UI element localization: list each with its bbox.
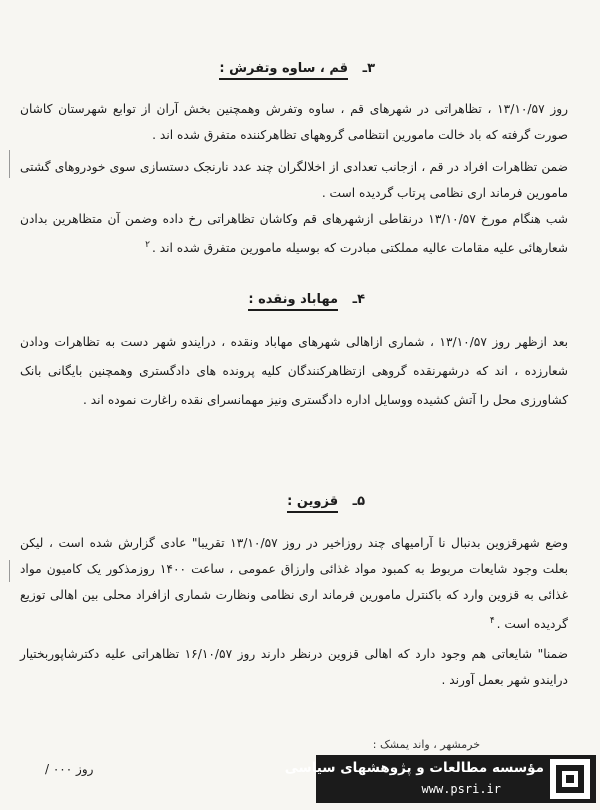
section-5-body — [20, 530, 568, 693]
page-footer-text: روز ۰۰۰ / — [45, 762, 94, 776]
section-5-heading — [287, 494, 365, 509]
publisher-url: www.psri.ir — [421, 782, 501, 796]
section-4-title: مهاباد ونقده : — [248, 292, 338, 311]
section-3-body — [20, 96, 568, 261]
section-5-number: ۵ـ — [352, 494, 365, 509]
scan-edge-mark — [9, 560, 10, 582]
publisher-watermark — [284, 755, 596, 803]
section-4-number: ۴ـ — [352, 292, 365, 307]
next-section-note: خرمشهر ، واند یمشک : — [372, 738, 480, 751]
section-5-paragraph — [20, 530, 568, 637]
section-5-paragraph: ضمنا" شایعاتی هم وجود دارد که اهالی قزوین درنظر دارند روز ۱۶/۱۰/۵۷ تظاهراتی علیه دکترشاپوربختیار درایندو شهر بعمل آورند . — [20, 647, 568, 688]
section-3-paragraph: ضمن تظاهرات افراد در قم ، ازجانب تعدادی از اخلالگران چند عدد نارنجک دستسازی سوی خودروهای گشتی مامورین فرماند اری نظامی پرتاب گردیده است . — [20, 160, 568, 200]
scan-edge-mark — [9, 150, 10, 178]
section-3-paragraph: روز ۱۳/۱۰/۵۷ ، تظاهراتی در شهرهای قم ، ساوه وتفرش وهمچنین بخش آران از توابع شهرستان کاشان صورت گرفته که باد خالت مامورین انتظامی گروههای تظاهرکننده متفرق شده اند . — [20, 102, 568, 142]
section-5-paragraph-text: وضع شهرقزوین بدنبال نا آرامیهای چند روزاخیر در روز ۱۳/۱۰/۵۷ تقریبا" عادی گزارش شده است ، لیکن بعلت وجود شایعات مربوط به کمبود مواد غذائی وارزاق عمومی ، ساعت ۱۴۰۰ روزمذکور یک کامیون مواد غذائی به قزوین وارد که باکنترل مامورین فرماند اری نظامی ونظارت شماری ازافراد محلی بین اهالی توزیع گردیده است . — [20, 536, 568, 632]
section-5-title: قزوین : — [287, 494, 338, 513]
footnote-marker: ۴ — [489, 616, 495, 626]
section-3-title: قم ، ساوه وتفرش : — [219, 61, 348, 80]
section-3-heading — [219, 61, 375, 76]
section-4-body — [20, 328, 568, 415]
section-3-paragraph-text: شب هنگام مورخ ۱۳/۱۰/۵۷ درنقاطی ازشهرهای قم وکاشان تظاهراتی رخ داده وضمن آن متظاهرین بدادن شعارهائی علیه مقامات عالیه مملکتی مبادرت که بوسیله مامورین متفرق شده اند . — [20, 212, 569, 256]
footnote-marker: ۲ — [145, 240, 150, 250]
psri-logo-icon — [550, 759, 590, 799]
section-4-heading — [248, 292, 365, 307]
publisher-name: مؤسسه مطالعات و پژوهشهای سیاسی — [284, 760, 544, 776]
section-4-paragraph: بعد ازظهر روز ۱۳/۱۰/۵۷ ، شماری ازاهالی شهرهای مهاباد ونقده ، درایندو شهر دست به تظاهرات ودادن شعارزده ، اند که درشهرنقده گروهی ازتظاهرکنندگان کلیه پرونده های دادگستری وهمچنین بایگانی بانک کشاورزی محل را آتش کشیده ووسایل اداره دادگستری ونیز مهمانسرای نقده راغارت نموده اند . — [20, 335, 568, 407]
section-3-paragraph — [20, 206, 568, 261]
section-3-number: ۳ـ — [362, 61, 375, 76]
